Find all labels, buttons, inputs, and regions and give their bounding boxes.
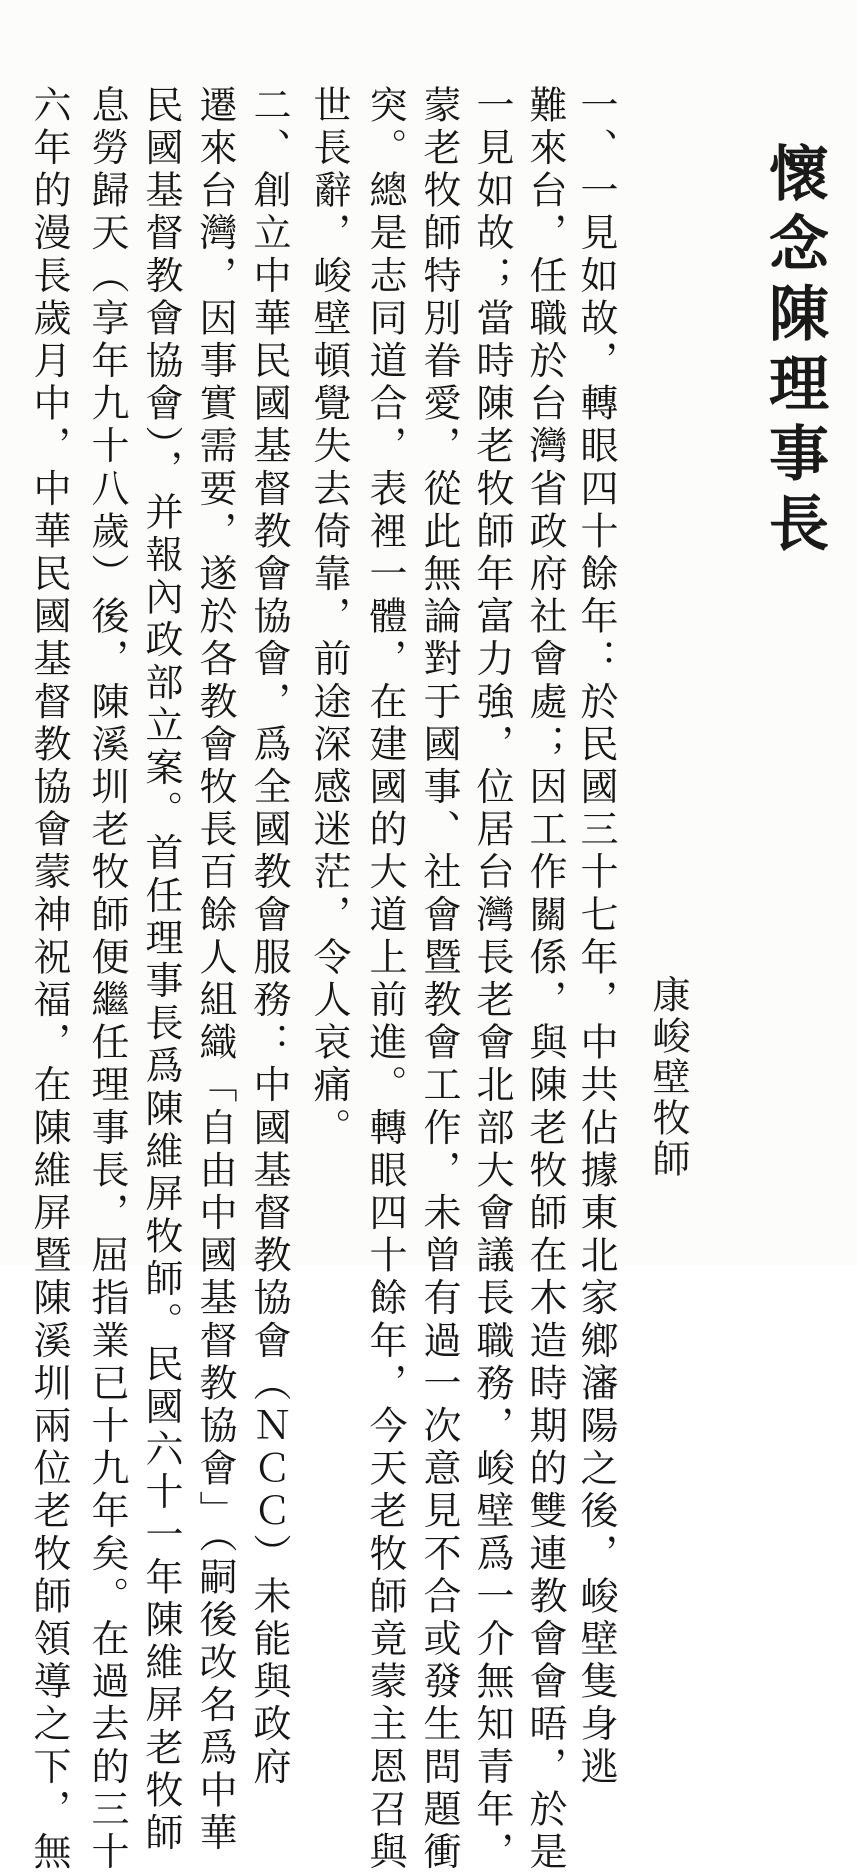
text-line-4: 蒙老牧師特別眷愛，從此無論對于國事、社會暨教會工作，未曾有過一次意見不合或發生問題衝 [417, 85, 461, 1874]
text-line-2: 難來台，任職於台灣省政府社會處；因工作關係，與陳老牧師在木造時期的雙連教會會晤，於是 [523, 85, 567, 1874]
text-line-10: 息勞歸天（享年九十八歲）後，陳溪圳老牧師便繼任理事長，屈指業已十九年矣。在過去的三十 [85, 85, 129, 1874]
text-line-3: 一見如故；當時陳老牧師年富力強，位居台灣長老會北部大會議長職務，峻壁爲一介無知青年， [470, 85, 514, 1874]
text-line-7: 二、創立中華民國基督教會協會，爲全國教會服務：中國基督教協會（ＮＣＣ）未能與政府 [247, 85, 291, 1789]
author-byline: 康峻壁牧師 [646, 975, 690, 1180]
document-title: 懷念陳理事長 [759, 142, 829, 562]
text-line-6: 世長辭，峻壁頓覺失去倚靠，前途深感迷茫，令人哀痛。 [307, 85, 351, 1150]
text-line-8: 遷來台灣，因事實需要，遂於各教會牧長百餘人組織「自由中國基督教協會」（嗣後改名爲中華 [193, 85, 237, 1856]
text-line-5: 突。總是志同道合，表裡一體，在建國的大道上前進。轉眼四十餘年，今天老牧師竟蒙主恩召與 [363, 85, 407, 1874]
text-line-11: 六年的漫長歲月中，中華民國基督教協會蒙神祝福，在陳維屏暨陳溪圳兩位老牧師領導之下，無 [27, 85, 71, 1874]
text-line-1: 一、一見如故，轉眼四十餘年：於民國三十七年，中共佔據東北家鄉瀋陽之後，峻壁隻身逃 [574, 85, 618, 1789]
text-line-9: 民國基督教會協會），并報內政部立案。首任理事長爲陳維屏牧師。民國六十一年陳維屏老牧師 [139, 85, 183, 1856]
